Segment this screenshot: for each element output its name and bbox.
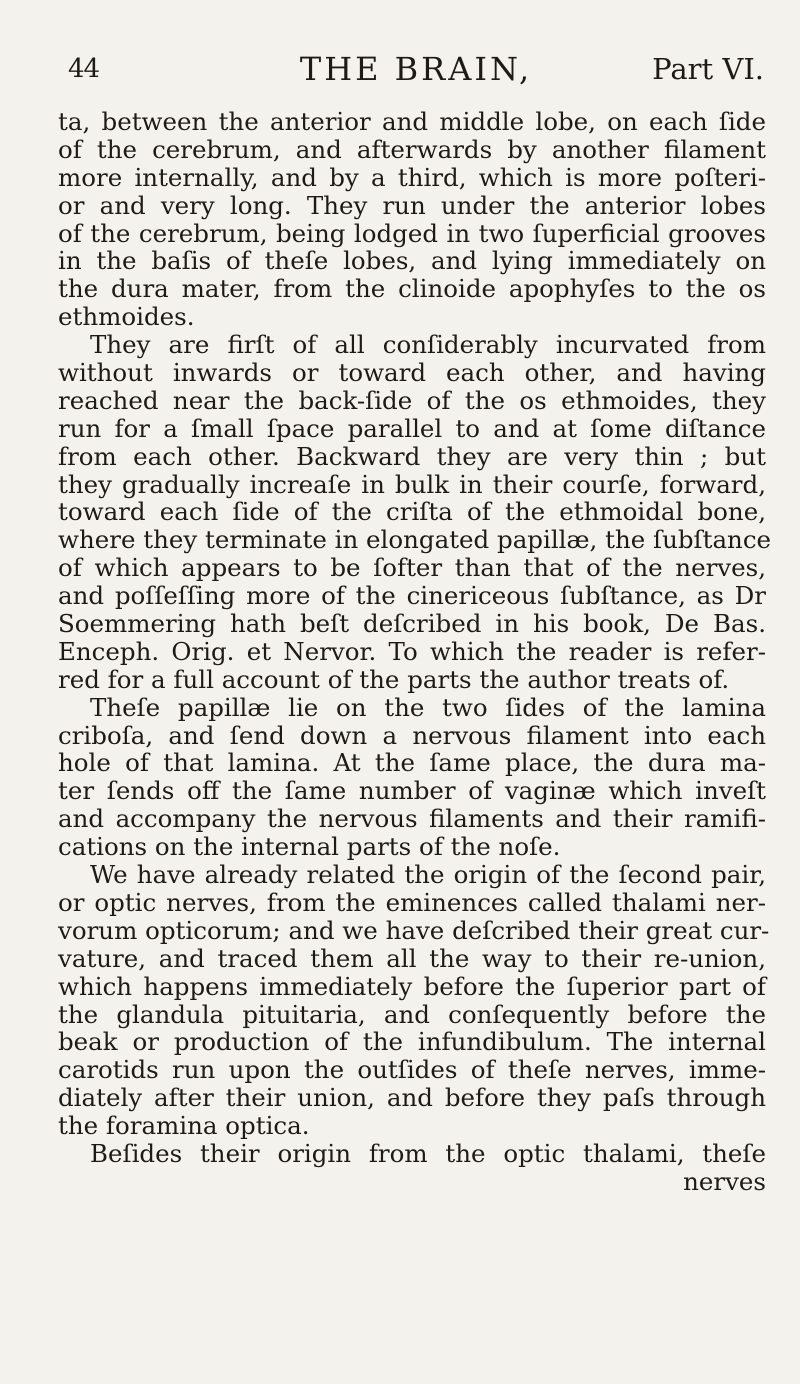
part-label: Part VI.: [652, 52, 764, 86]
text-line: criboſa, and ſend down a nervous filament into each: [58, 720, 766, 750]
text-line: which happens immediately before the ſuperior part of: [58, 971, 766, 1001]
paragraph: [58, 1140, 766, 1168]
text-line: or and very long. They run under the anterior lobes: [58, 190, 766, 220]
body-text: [58, 107, 772, 1196]
text-line: the dura mater, from the clinoide apophyſes to the os: [58, 274, 766, 304]
text-line: beak or production of the infundibulum. The internal: [58, 1027, 766, 1057]
text-line: Beſides their origin from the optic thalami, theſe: [90, 1138, 766, 1168]
text-line: where they terminate in elongated papillæ, the ſubſtance: [58, 525, 772, 555]
paragraph: [58, 108, 766, 331]
text-line: toward each ſide of the criſta of the ethmoidal bone,: [58, 497, 766, 527]
text-line: We have already related the origin of the ſecond pair,: [90, 860, 766, 890]
catchword: nerves: [683, 1166, 766, 1196]
text-line: Enceph. Orig. et Nervor. To which the reader is refer-: [58, 636, 766, 666]
text-line: They are firſt of all conſiderably incurvated from: [90, 330, 766, 360]
page-number: 44: [68, 54, 100, 84]
paragraph: [58, 860, 770, 1141]
text-line: vorum opticorum; and we have deſcribed their great cur-: [58, 915, 770, 945]
paragraph: [58, 694, 766, 861]
text-line: vature, and traced them all the way to their re-union,: [58, 943, 766, 973]
text-line: the foramina optica.: [58, 1111, 310, 1141]
text-line: of the cerebrum, being lodged in two ſuperficial grooves: [58, 218, 766, 248]
text-line: Theſe papillæ lie on the two ſides of the lamina: [90, 692, 766, 722]
paragraph: [58, 330, 772, 694]
text-line: hole of that lamina. At the ſame place, the dura ma-: [58, 748, 766, 778]
text-line: Soemmering hath beſt deſcribed in his book, De Bas.: [58, 609, 766, 639]
text-line: carotids run upon the outſides of theſe nerves, imme-: [58, 1055, 766, 1085]
text-line: more internally, and by a third, which is more poſteri-: [58, 162, 766, 192]
text-line: they gradually increaſe in bulk in their courſe, forward,: [58, 469, 766, 499]
text-line: cations on the internal parts of the noſe.: [58, 832, 561, 862]
text-line: ta, between the anterior and middle lobe, on each ſide: [58, 107, 766, 136]
running-title: THE BRAIN,: [299, 50, 533, 88]
text-line: of the cerebrum, and afterwards by another filament: [58, 134, 766, 164]
text-line: and accompany the nervous filaments and their ramifi-: [58, 804, 766, 834]
text-line: and poſſeſſing more of the cinericeous ſubſtance, as Dr: [58, 581, 766, 611]
text-line: of which appears to be ſofter than that of the nerves,: [58, 553, 766, 583]
text-line: without inwards or toward each other, and having: [58, 358, 766, 388]
text-line: run for a ſmall ſpace parallel to and at ſome diſtance: [58, 413, 766, 443]
text-line: ethmoides.: [58, 302, 195, 332]
page-header: [68, 50, 764, 90]
text-line: reached near the back-ſide of the os ethmoides, they: [58, 385, 766, 415]
text-line: in the baſis of theſe lobes, and lying immediately on: [58, 246, 766, 276]
text-line: or optic nerves, from the eminences called thalami ner-: [58, 887, 766, 917]
text-line: diately after their union, and before they paſs through: [58, 1083, 766, 1113]
text-line: from each other. Backward they are very thin ; but: [58, 441, 766, 471]
text-line: the glandula pituitaria, and conſequently before the: [58, 999, 766, 1029]
text-line: red for a full account of the parts the author treats of.: [58, 664, 730, 694]
text-line: ter ſends off the ſame number of vaginæ which inveſt: [58, 776, 766, 806]
